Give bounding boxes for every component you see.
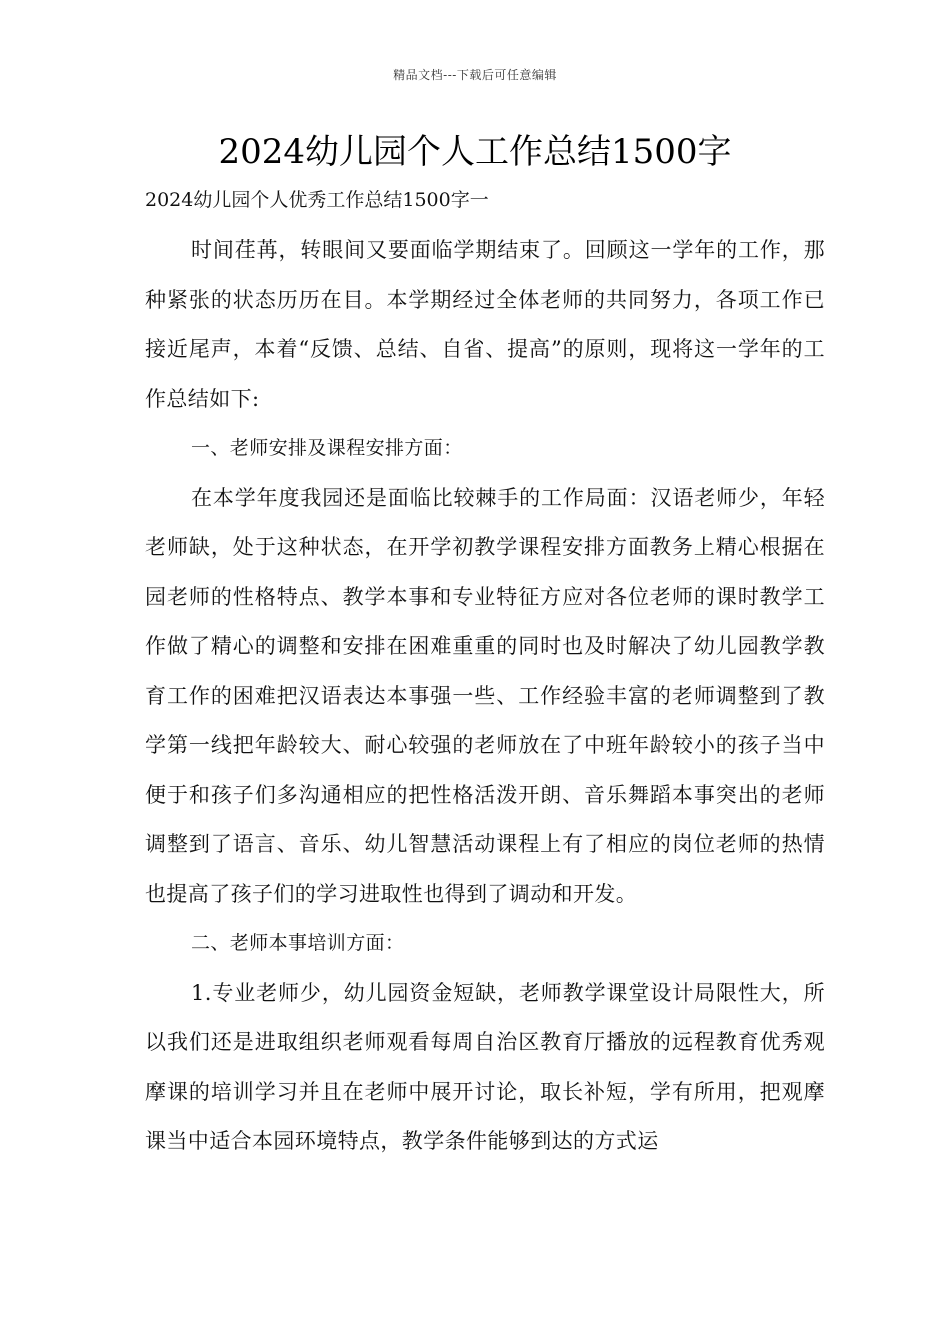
header-note: 精品文档---下载后可任意编辑 (393, 68, 557, 82)
section-2-heading: 二、老师本事培训方面： (191, 932, 405, 954)
intro-paragraph: 时间荏苒，转眼间又要面临学期结束了。回顾这一学年的工作，那种紧张的状态历历在目。本学期经过全体老师的共同努力，各项工作已接近尾声，本着“反馈、总结、自省、提高”的原则，现将这一学年的工作总结如下: (145, 238, 825, 411)
section-2-item-1-paragraph: 1.专业老师少，幼儿园资金短缺，老师教学课堂设计局限性大，所以我们还是进取组织老师观看每周自治区教育厅播放的远程教育优秀观摩课的培训学习并且在老师中展开讨论，取长补短，学有所用，把观摩课当中适合本园环境特点，教学条件能够到达的方式运 (145, 980, 825, 1153)
section-1-heading: 一、老师安排及课程安排方面： (191, 437, 463, 459)
document-subtitle: 2024幼儿园个人优秀工作总结1500字一 (145, 189, 489, 211)
document-body (145, 226, 825, 1167)
document-title: 2024幼儿园个人工作总结1500字 (218, 132, 732, 172)
section-1-paragraph: 在本学年度我园还是面临比较棘手的工作局面：汉语老师少，年轻老师缺，处于这种状态，在开学初教学课程安排方面教务上精心根据在园老师的性格特点、教学本事和专业特征方应对各位老师的课时教学工作做了精心的调整和安排在困难重重的同时也及时解决了幼儿园教学教育工作的困难把汉语表达本事强一些、工作经验丰富的老师调整到了教学第一线把年龄较大、耐心较强的老师放在了中班年龄较小的孩子当中便于和孩子们多沟通相应的把性格活泼开朗、音乐舞蹈本事突出的老师调整到了语言、音乐、幼儿智慧活动课程上有了相应的岗位老师的热情也提高了孩子们的学习进取性也得到了调动和开发。 (145, 485, 825, 906)
